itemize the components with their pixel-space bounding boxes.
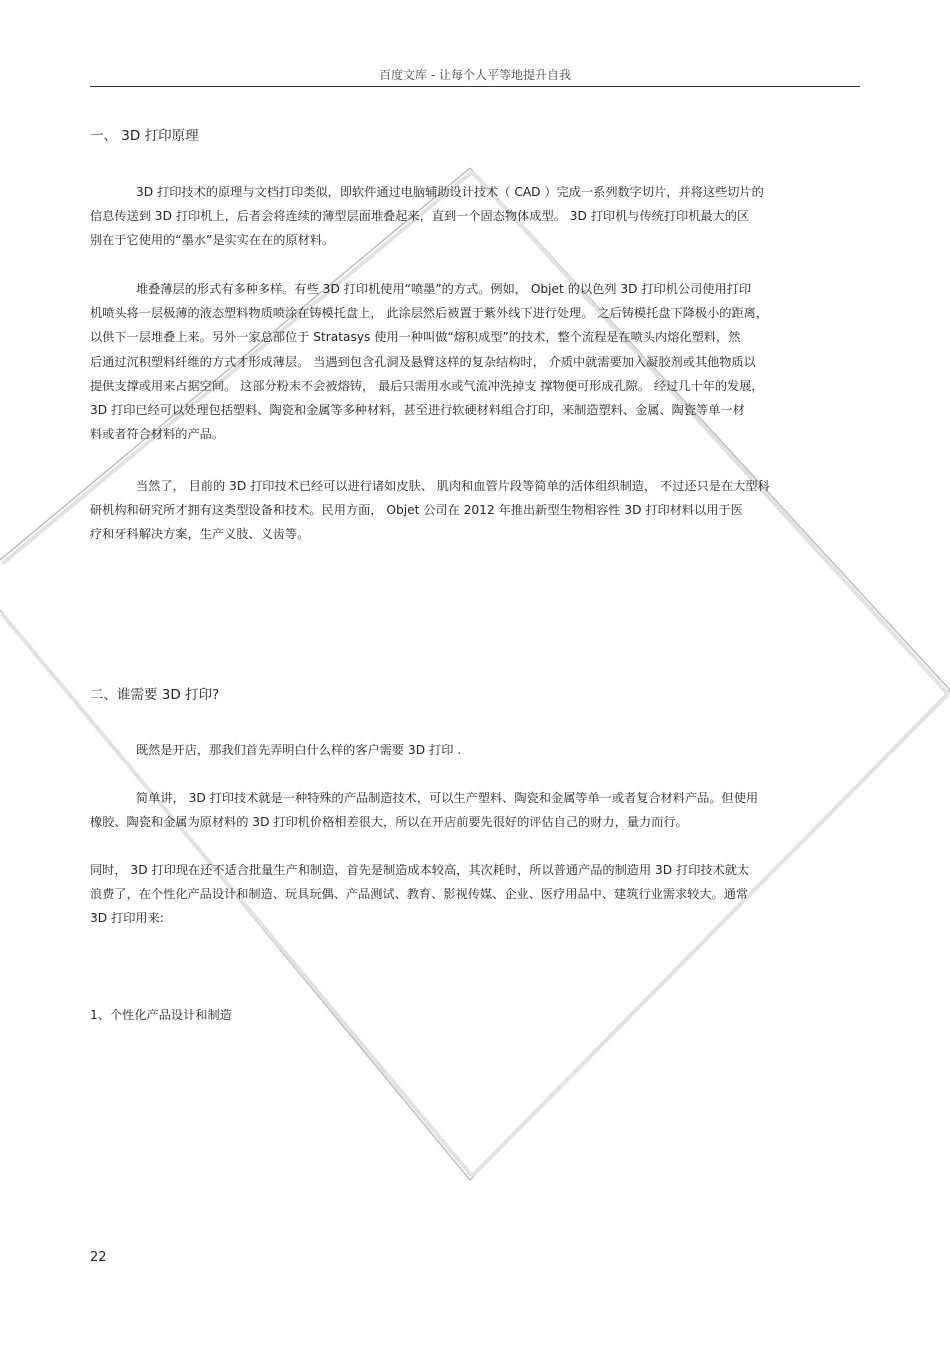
text-line: 机喷头将一层极薄的液态塑料物质喷涂在铸模托盘上， 此涂层然后被置于紫外线下进行处理。 之后铸模托盘下降极小的距离， xyxy=(90,306,769,321)
text-line: 后通过沉积塑料纤维的方式才形成薄层。 当遇到包含孔洞及悬臂这样的复杂结构时， 介质中就需要加入凝胶剂或其他物质以 xyxy=(90,354,756,369)
text-line: 浪费了，在个性化产品设计和制造、玩具玩偶、产品测试、教育、影视传媒、企业、医疗用品中、建筑行业需求较大。通常 xyxy=(90,887,749,902)
paragraph-principle-1 xyxy=(90,180,850,253)
page-header: 百度文库 - 让每个人平等地提升自我 xyxy=(379,68,571,82)
text-line: 简单讲， 3D 打印技术就是一种特殊的产品制造技术，可以生产塑料、陶瓷和金属等单一或者复合材料产品。但使用 xyxy=(136,791,759,805)
page-number: 22 xyxy=(90,1250,107,1265)
list-item xyxy=(90,1003,850,1027)
text-line: 当然了， 目前的 3D 打印技术已经可以进行诸如皮肤、 肌肉和血管片段等简单的活体组织制造， 不过还只是在大型科 xyxy=(136,479,770,493)
header-rule xyxy=(90,86,860,87)
text-line: 既然是开店，那我们首先弄明白什么样的客户需要 3D 打印 . xyxy=(136,743,462,757)
text-line: 3D 打印已经可以处理包括塑料、陶瓷和金属等多种材料，甚至进行软硬材料组合打印，来制造塑料、金属、陶瓷等单一材 xyxy=(90,403,745,418)
section-heading-who-needs: 二、谁需要 3D 打印? xyxy=(90,687,220,703)
section-heading-principle: 一、 3D 打印原理 xyxy=(90,128,199,144)
paragraph-who-3 xyxy=(90,858,850,931)
paragraph-principle-3 xyxy=(90,474,850,547)
text-line: 3D 打印技术的原理与文档打印类似，即软件通过电脑辅助设计技术（ CAD ）完成一系列数字切片，并将这些切片的 xyxy=(136,185,764,199)
text-line: 同时， 3D 打印现在还不适合批量生产和制造，首先是制造成本较高，其次耗时，所以普通产品的制造用 3D 打印技术就太 xyxy=(90,863,750,877)
paragraph-who-1 xyxy=(90,738,850,762)
paragraph-principle-2 xyxy=(90,277,850,446)
text-line: 疗和牙科解决方案，生产义肢、义齿等。 xyxy=(90,527,310,542)
list-item-text: 1、个性化产品设计和制造 xyxy=(90,1008,232,1022)
text-line: 研机构和研究所才拥有这类型设备和技术。民用方面， Objet 公司在 2012 年推出新型生物相容性 3D 打印材料以用于医 xyxy=(90,503,743,518)
text-line: 提供支撑或用来占据空间。 这部分粉末不会被熔铸， 最后只需用水或气流冲洗掉支 撑物便可形成孔隙。 经过几十年的发展， xyxy=(90,378,764,393)
text-line: 别在于它使用的“墨水”是实实在在的原材料。 xyxy=(90,233,335,248)
text-line: 以供下一层堆叠上来。另外一家总部位于 Stratasys 使用一种叫做“熔积成型”的技术，整个流程是在喷头内熔化塑料，然 xyxy=(90,330,741,345)
paragraph-who-2 xyxy=(90,786,850,834)
text-line: 信息传送到 3D 打印机上，后者会将连续的薄型层面堆叠起来，直到一个固态物体成型。 3D 打印机与传统打印机最大的区 xyxy=(90,209,750,224)
text-line: 堆叠薄层的形式有多种多样。有些 3D 打印机使用“喷墨”的方式。例如， Objet 的以色列 3D 打印机公司使用打印 xyxy=(136,282,752,296)
text-line: 橡胶、陶瓷和金属为原材料的 3D 打印机价格相差很大，所以在开店前要先很好的评估自己的财力，量力而行。 xyxy=(90,815,688,830)
text-line: 3D 打印用来: xyxy=(90,911,164,926)
text-line: 料或者符合材料的产品。 xyxy=(90,427,225,442)
